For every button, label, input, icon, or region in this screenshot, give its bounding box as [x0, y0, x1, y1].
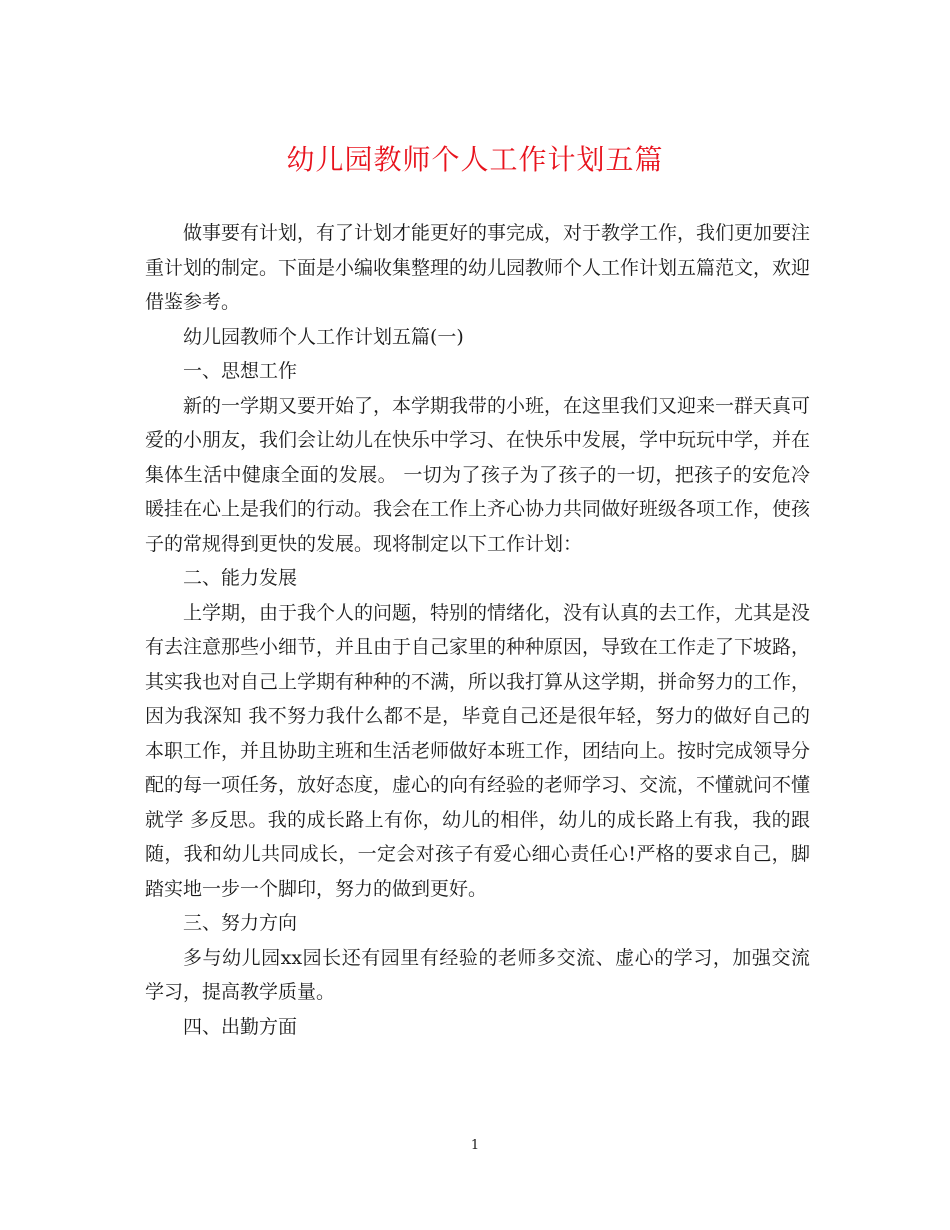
section-heading-attendance: 四、出勤方面 — [183, 1015, 298, 1038]
body-paragraph-thought-work: 新的一学期又要开始了，本学期我带的小班，在这里我们又迎来一群天真可爱的小朋友，我们会让幼儿在快乐中学习、在快乐中发展，学中玩玩中学，并在集体生活中健康全面的发展。 一切为了孩子为了孩子的一切，把孩子的安危冷暖挂在心上是我们的行动。我会在工作上齐心协力共同做好班级各项工作，使孩子的常规得到更快的发展。现将制定以下工作计划： — [145, 394, 811, 555]
section-heading-direction: 三、努力方向 — [183, 912, 298, 934]
document-body — [145, 216, 810, 1044]
section-heading-ability: 二、能力发展 — [183, 567, 298, 589]
section-heading-thought-work: 一、思想工作 — [183, 360, 298, 382]
body-paragraph-direction: 多与幼儿园xx园长还有园里有经验的老师多交流、虚心的学习，加强交流学习，提高教学质量。 — [145, 946, 810, 1003]
intro-paragraph: 做事要有计划，有了计划才能更好的事完成，对于教学工作，我们更加要注重计划的制定。下面是小编收集整理的幼儿园教师个人工作计划五篇范文，欢迎借鉴参考。 — [145, 222, 811, 313]
section-heading-plan-one: 幼儿园教师个人工作计划五篇(一) — [183, 325, 464, 348]
document-title: 幼儿园教师个人工作计划五篇 — [286, 143, 664, 176]
page-number: 1 — [470, 1138, 480, 1153]
body-paragraph-ability: 上学期，由于我个人的问题，特别的情绪化，没有认真的去工作，尤其是没有去注意那些小细节，并且由于自己家里的种种原因，导致在工作走了下坡路，其实我也对自己上学期有种种的不满，所以我打算从这学期，拼命努力的工作，因为我深知 我不努力我什么都不是，毕竟自己还是很年轻，努力的做好自己的本职工作，并且协助主班和生活老师做好本班工作，团结向上。按时完成领导分配的每一项任务，放好态度，虚心的向有经验的老师学习、交流，不懂就问不懂就学 多反思。我的成长路上有你，幼儿的相伴，幼儿的成长路上有我，我的跟随，我和幼儿共同成长，一定会对孩子有爱心细心责任心!严格的要求自己，脚踏实地一步一个脚印，努力的做到更好。 — [145, 601, 811, 900]
